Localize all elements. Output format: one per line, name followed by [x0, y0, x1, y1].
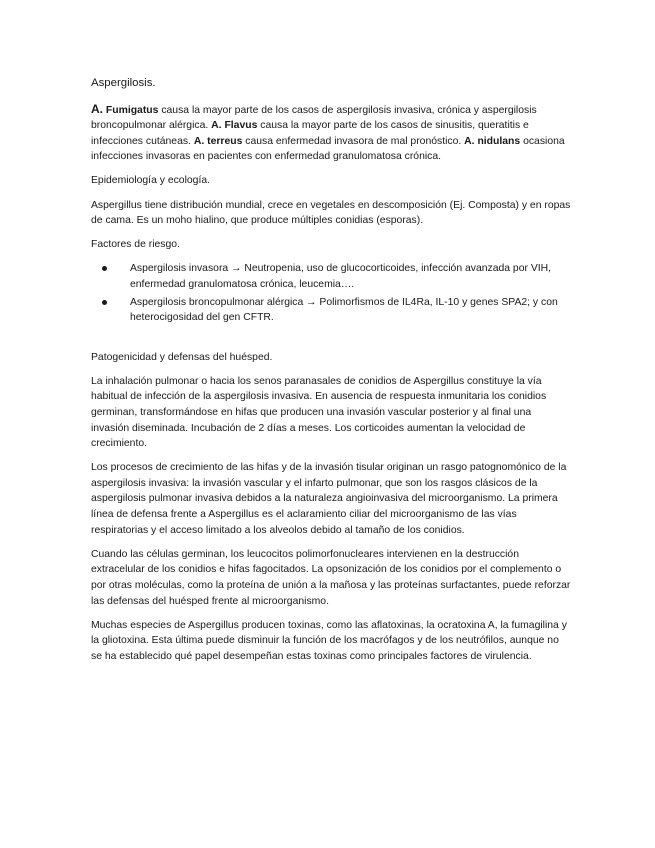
- species-letter: A.: [91, 101, 103, 116]
- section-heading-pathogenicity: Patogenicidad y defensas del huésped.: [91, 351, 273, 363]
- species-name: nidulans: [477, 135, 521, 147]
- epidemiology-paragraph: Aspergillus tiene distribución mundial, crece en vegetales en descomposición (Ej. Composta) y en ropas de cama. Es un moho hialino, que produce múltiples conidias (esporas).: [91, 199, 571, 227]
- risk-factor-list: [91, 261, 571, 325]
- species-text: causa la mayor parte de los casos de sinusitis, queratitis e infecciones cutáneas.: [91, 120, 529, 147]
- species-name: Fumigatus: [105, 104, 159, 116]
- species-letter: A.: [211, 120, 222, 132]
- species-text: causa la mayor parte de los casos de aspergilosis invasiva, crónica y aspergilosis broncopulmonar alérgica.: [91, 104, 537, 132]
- species-text: ocasiona infecciones invasoras en pacientes con enfermedad granulomatosa crónica.: [91, 135, 565, 163]
- section-heading-epidemiology: Epidemiología y ecología.: [91, 175, 210, 187]
- species-text: causa enfermedad invasora de mal pronóstico.: [242, 135, 465, 147]
- list-item-text: Aspergilosis invasora → Neutropenia, uso de glucocorticoides, infección avanzada por VIH, enfermedad granulomatosa crónica, leucemia….: [130, 263, 552, 290]
- species-name: Flavus: [224, 120, 258, 132]
- bullet-icon: [102, 300, 107, 305]
- intro-paragraph: [91, 102, 571, 165]
- list-item: [91, 261, 571, 292]
- section-heading-risk-factors: Factores de riesgo.: [91, 239, 180, 251]
- species-letter: A.: [464, 135, 475, 147]
- pathogenicity-paragraph: Muchas especies de Aspergillus producen toxinas, como las aflatoxinas, la ocratoxina A, la fumagilina y la gliotoxina. Esta última puede disminuir la función de los macrófagos y de los neutrófilos, aunque no se ha establecido qué papel desempeñan estas toxinas como principales factores de virulencia.: [91, 619, 567, 662]
- list-item: [91, 295, 571, 326]
- list-item-text: Aspergilosis broncopulmonar alérgica → Polimorfismos de IL4Ra, IL-10 y genes SPA2; y con heterocigosidad del gen CFTR.: [130, 296, 558, 324]
- pathogenicity-paragraph: Cuando las células germinan, los leucocitos polimorfonucleares intervienen en la destrucción extracelular de los conidios e hifas fagocitados. La opsonización de los conidios por el complemento o por otras moléculas, como la proteína de unión a la mañosa y las proteínas surfactantes, puede reforzar las defensas del huésped frente al microorganismo.: [91, 548, 571, 607]
- bullet-icon: [102, 266, 107, 271]
- pathogenicity-paragraph: La inhalación pulmonar o hacia los senos paranasales de conidios de Aspergillus constituye la vía habitual de infección de la aspergilosis invasiva. En ausencia de respuesta inmunitaria los conidios germinan, transformándose en hifas que producen una invasión vascular posterior y al final una invasión diseminada. Incubación de 2 días a meses. Los corticoides aumentan la velocidad de crecimiento.: [91, 375, 547, 450]
- species-letter: A.: [193, 135, 205, 147]
- document-page: [91, 76, 571, 673]
- document-title: Aspergilosis.: [91, 77, 156, 89]
- pathogenicity-paragraph: Los procesos de crecimiento de las hifas y de la invasión tisular originan un rasgo patognomónico de la aspergilosis invasiva: la invasión vascular y el infarto pulmonar, que son los rasgos clásicos de la aspergilosis pulmonar invasiva debidos a la naturaleza angioinvasiva del microorganismo. La primera línea de defensa frente a Aspergillus es el aclaramiento ciliar del microorganismo de las vías respiratorias y el acceso limitado a los alveolos debido al tamaño de los conidios.: [91, 462, 567, 536]
- spacer: [91, 340, 571, 350]
- species-name: terreus: [207, 135, 243, 147]
